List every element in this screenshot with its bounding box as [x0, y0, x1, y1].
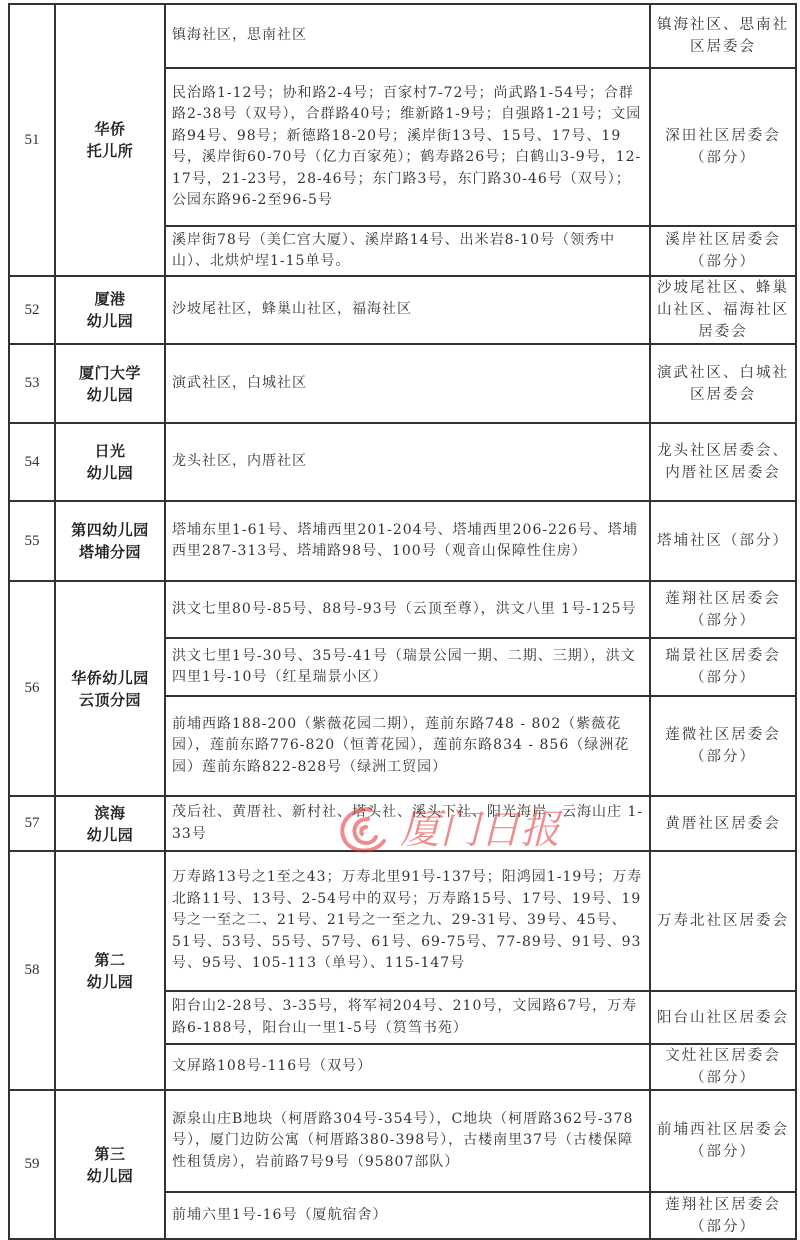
address-cell: 洪文七里1号-30号、35号-41号（瑞景公园一期、二期、三期），洪文四里1号-10号（红星瑞景小区） [165, 638, 650, 696]
row-number: 57 [9, 796, 55, 851]
committee-cell: 莲翔社区居委会（部分） [650, 581, 796, 638]
committee-cell: 深田社区居委会（部分） [650, 68, 796, 226]
address-cell: 演武社区，白城社区 [165, 344, 650, 423]
table-row [9, 796, 796, 851]
row-number: 51 [9, 4, 55, 276]
table-row [9, 1090, 796, 1192]
address-cell: 沙坡尾社区，蜂巢山社区，福海社区 [165, 276, 650, 344]
committee-cell: 文灶社区居委会（部分） [650, 1044, 796, 1090]
committee-cell: 演武社区、白城社区居委会 [650, 344, 796, 423]
kindergarten-name: 第四幼儿园 塔埔分园 [55, 501, 165, 581]
address-cell: 塔埔东里1-61号、塔埔西里201-204号、塔埔西里206-226号、塔埔西里287-313号、塔埔路98号、100号（观音山保障性住房） [165, 501, 650, 581]
row-number: 55 [9, 501, 55, 581]
address-cell: 源泉山庄B地块（柯厝路304号-354号），C地块（柯厝路362号-378号），厦门边防公寓（柯厝路380-398号），古楼南里37号（古楼保障性租赁房），岩前路7号9号（95807部队） [165, 1090, 650, 1192]
kindergarten-name: 厦门大学 幼儿园 [55, 344, 165, 423]
row-number: 52 [9, 276, 55, 344]
address-cell: 镇海社区，思南社区 [165, 4, 650, 68]
school-district-table [8, 3, 797, 1240]
address-cell: 洪文七里80号-85号、88号-93号（云顶至尊），洪文八里 1号-125号 [165, 581, 650, 638]
row-number: 56 [9, 581, 55, 796]
committee-cell: 莲翔社区居委会（部分） [650, 1192, 796, 1239]
committee-cell: 龙头社区居委会、内厝社区居委会 [650, 423, 796, 501]
kindergarten-name: 厦港 幼儿园 [55, 276, 165, 344]
committee-cell: 沙坡尾社区、蜂巢山社区、福海社区居委会 [650, 276, 796, 344]
committee-cell: 溪岸社区居委会（部分） [650, 226, 796, 276]
row-number: 58 [9, 851, 55, 1090]
committee-cell: 莲微社区居委会（部分） [650, 696, 796, 796]
row-number: 59 [9, 1090, 55, 1239]
address-cell: 阳台山2-28号、3-35号，将军祠204号、210号，文园路67号，万寿路6-188号，阳台山一里1-5号（筼筜书苑） [165, 991, 650, 1044]
address-cell: 茂后社、黄厝社、新村社、塔头社、溪头下社、阳光海岸、云海山庄 1-33号 [165, 796, 650, 851]
committee-cell: 塔埔社区（部分） [650, 501, 796, 581]
committee-cell: 黄厝社区居委会 [650, 796, 796, 851]
table-row [9, 276, 796, 344]
address-cell: 前埔六里1号-16号（厦航宿舍） [165, 1192, 650, 1239]
address-cell: 龙头社区，内厝社区 [165, 423, 650, 501]
committee-cell: 阳台山社区居委会 [650, 991, 796, 1044]
kindergarten-name: 滨海 幼儿园 [55, 796, 165, 851]
table-row [9, 344, 796, 423]
kindergarten-name: 第三 幼儿园 [55, 1090, 165, 1239]
committee-cell: 镇海社区、思南社区居委会 [650, 4, 796, 68]
address-cell: 溪岸街78号（美仁宫大厦）、溪岸路14号、出米岩8-10号（领秀中山）、北烘炉埕1-15单号。 [165, 226, 650, 276]
committee-cell: 瑞景社区居委会（部分） [650, 638, 796, 696]
table-row [9, 581, 796, 638]
address-cell: 民治路1-12号；协和路2-4号；百家村7-72号；尚武路1-54号；合群路2-38号（双号），合群路40号；维新路1-9号；自强路1-21号；文园路94号、98号；新德路18-20号；溪岸街13号、15号、17号、19号，溪岸街60-70号（亿力百家苑）；鹤寿路26号；白鹤山3-9号，12-17号，21-23号，28-46号；东门路3号，东门路30-46号（双号）；公园东路96-2至96-5号 [165, 68, 650, 226]
kindergarten-name: 华侨幼儿园 云顶分园 [55, 581, 165, 796]
kindergarten-name: 日光 幼儿园 [55, 423, 165, 501]
row-number: 54 [9, 423, 55, 501]
row-number: 53 [9, 344, 55, 423]
table-row [9, 4, 796, 68]
address-cell: 文屏路108号-116号（双号） [165, 1044, 650, 1090]
table-row [9, 501, 796, 581]
kindergarten-name: 华侨 托儿所 [55, 4, 165, 276]
svg-text:厦门日报: 厦门日报 [400, 807, 560, 853]
committee-cell: 万寿北社区居委会 [650, 851, 796, 991]
address-cell: 万寿路13号之1至之43；万寿北里91号-137号；阳鸿园1-19号；万寿北路11号、13号、2-54号中的双号；万寿路15号、17号、19号、19号之一至之二、21号、21号之一至之九、29-31号、39号、45号、51号、53号、55号、57号、61号、69-75号、77-89号、91号、93号、95号、105-113（单号）、115-147号 [165, 851, 650, 991]
table-row [9, 423, 796, 501]
table-row [9, 851, 796, 991]
address-cell: 前埔西路188-200（紫薇花园二期），莲前东路748 - 802（紫薇花园），莲前东路776-820（恒菁花园），莲前东路834 - 856（绿洲花园）莲前东路822-828号（绿洲工贸园） [165, 696, 650, 796]
committee-cell: 前埔西社区居委会（部分） [650, 1090, 796, 1192]
kindergarten-name: 第二 幼儿园 [55, 851, 165, 1090]
